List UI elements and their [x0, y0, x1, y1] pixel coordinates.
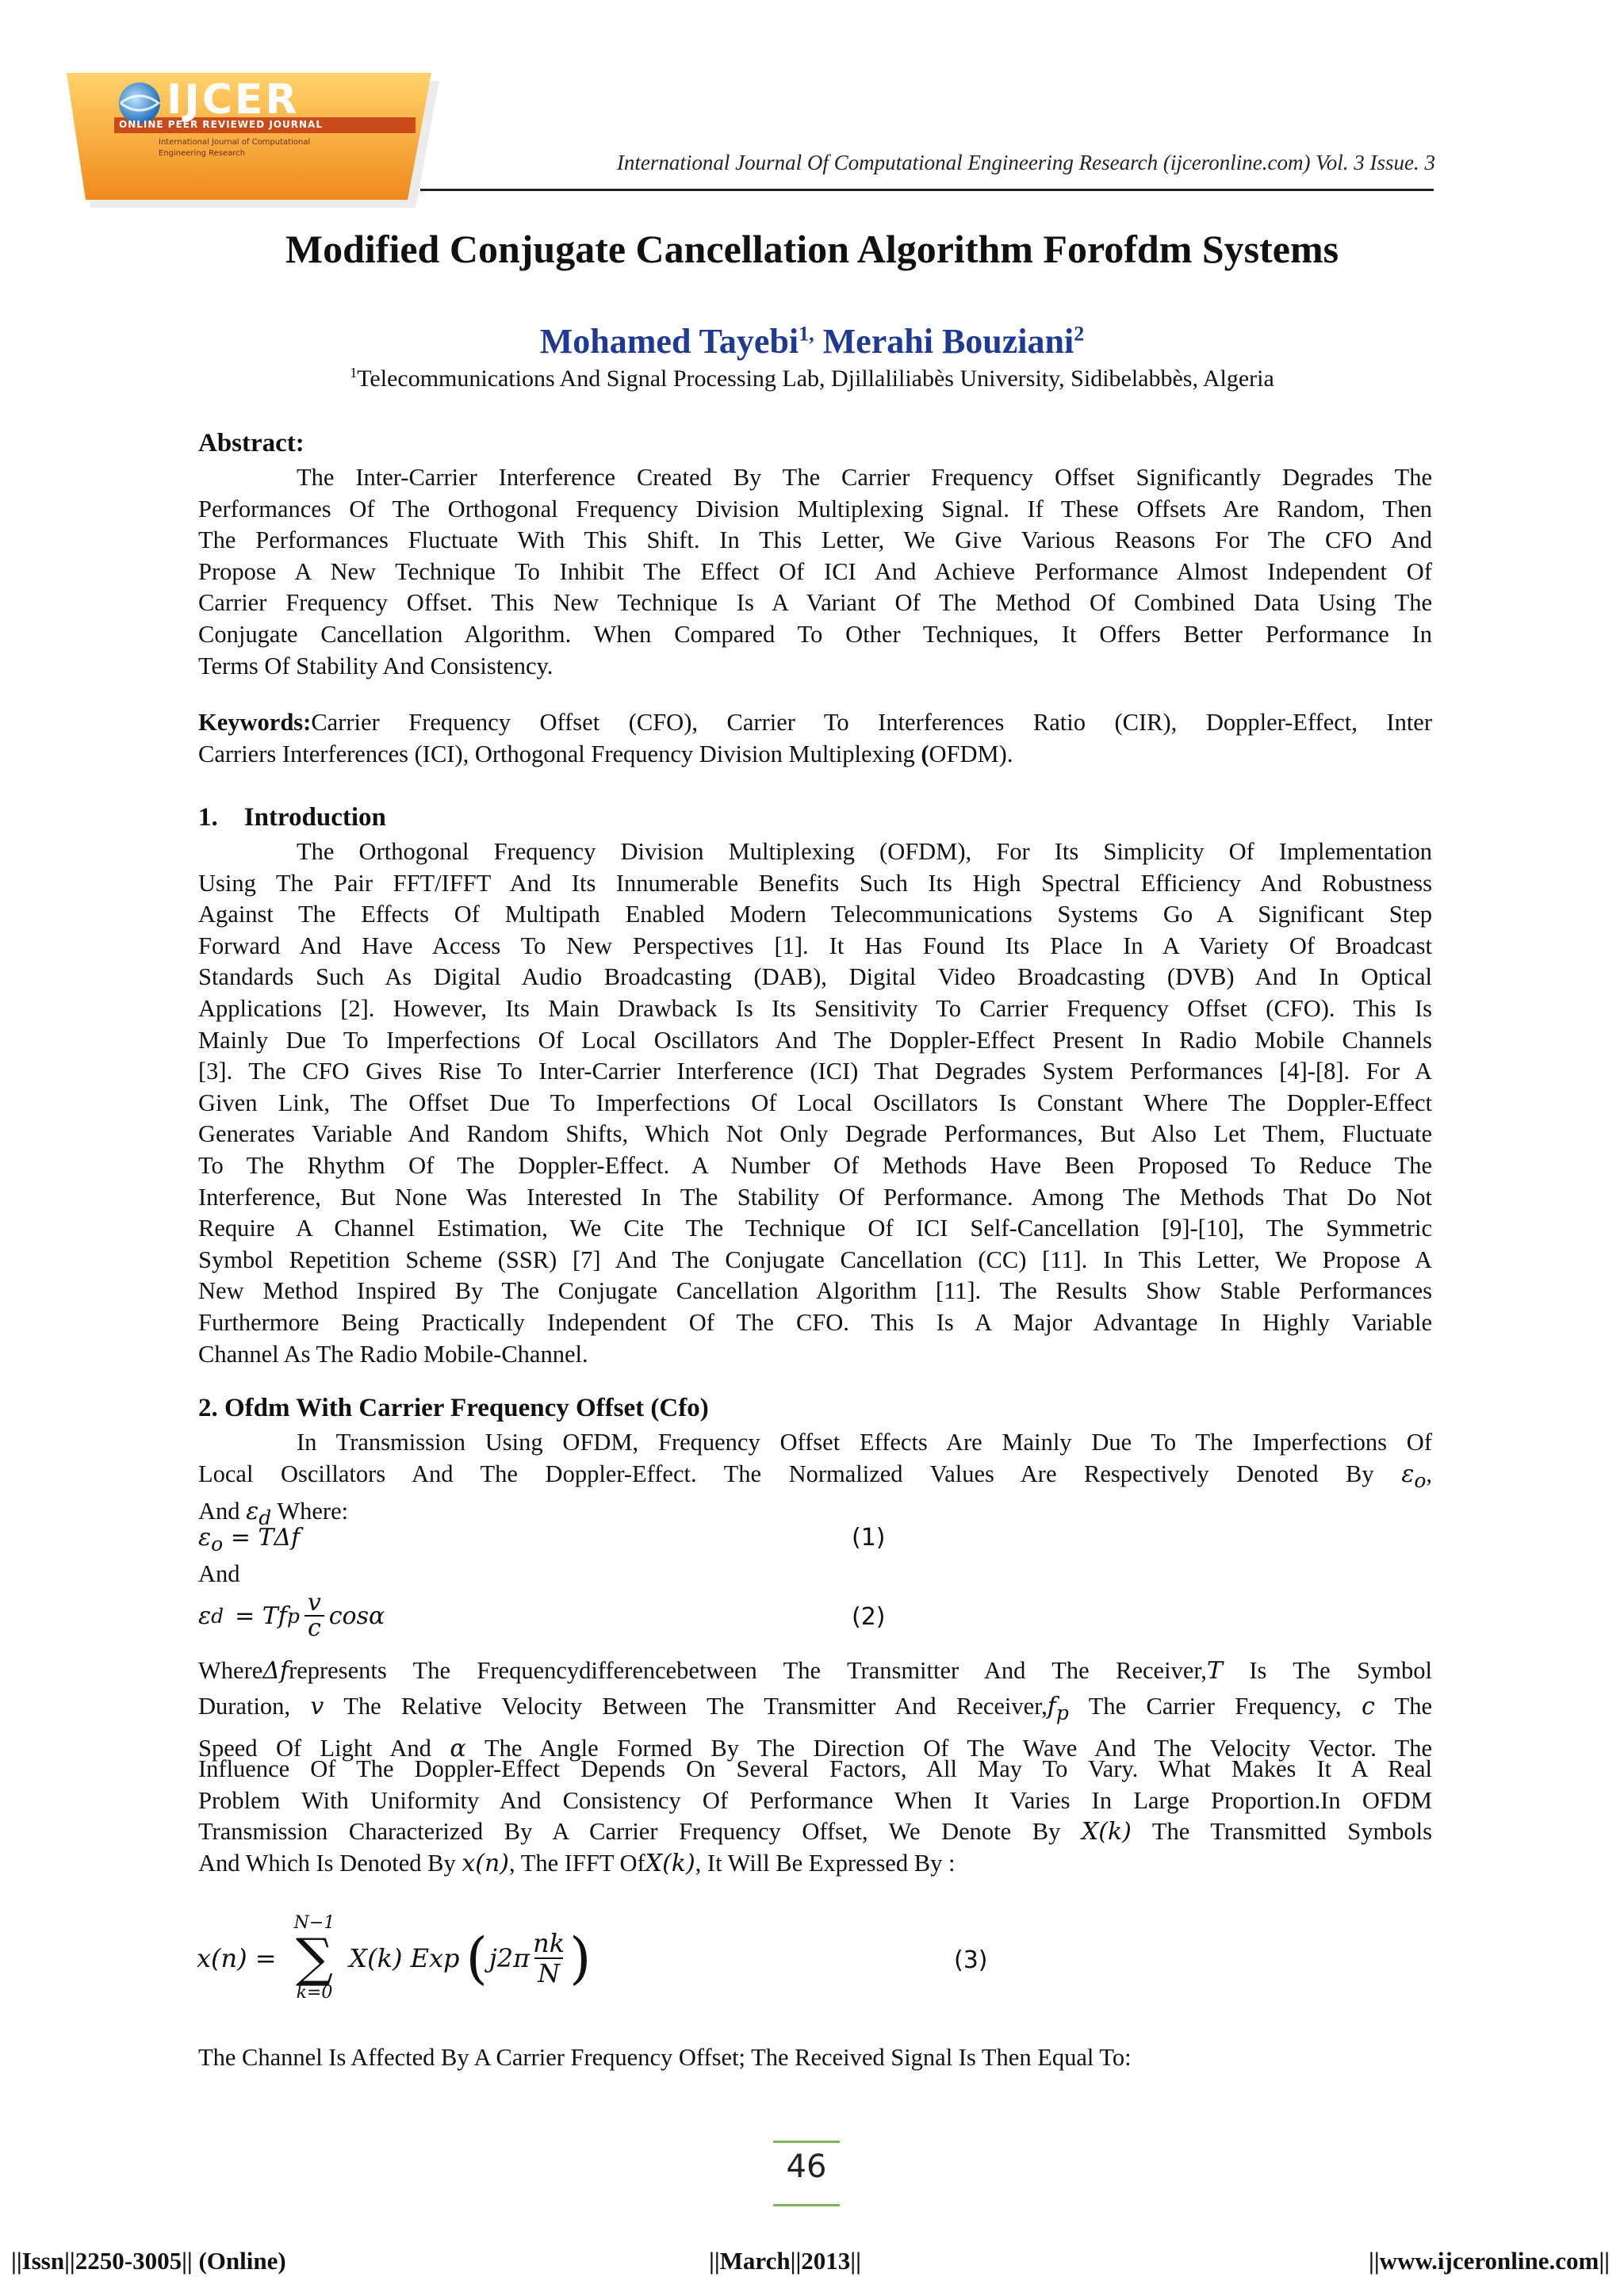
abstract-line: Performances Of The Orthogonal Frequency Division Multiplexing Signal. If These Offsets Are Random, Then	[198, 495, 1432, 522]
section-2-heading: 2. Ofdm With Carrier Frequency Offset (Cfo)	[198, 1394, 709, 1422]
intro-line: Forward And Have Access To New Perspectives [1]. It Has Found Its Place In A Variety Of Broadcast	[198, 932, 1432, 959]
para-2-line: Transmission Characterized By A Carrier Frequency Offset, We Denote By X(k) The Transmitted Symbols	[198, 1818, 1433, 1846]
epsilon-o-symbol: $\varepsilon_o$	[1401, 1460, 1427, 1492]
intro-line: Channel As The Radio Mobile-Channel.	[198, 1340, 588, 1368]
logo-text: IJCER	[167, 76, 300, 124]
equation-2-fraction: v c	[304, 1591, 324, 1640]
fp-symbol: $f_p$	[1047, 1693, 1069, 1724]
equation-1: $\varepsilon_o = T\Delta f$	[198, 1524, 301, 1556]
intro-line: Symbol Repetition Scheme (SSR) [7] And The Conjugate Cancellation (CC) [11]. In This Letter, We Propose A	[198, 1246, 1432, 1273]
logo-subtitle-1: International Journal of Computational	[159, 138, 311, 147]
affiliation	[119, 365, 1505, 392]
section-1-heading: 1. Introduction	[198, 803, 386, 832]
footer-website: ||www.ijceronline.com||	[1369, 2247, 1610, 2275]
author-2: Merahi Bouziani	[822, 322, 1074, 361]
section-2-line: Local Oscillators And The Doppler-Effect. The Normalized Values Are Respectively Denoted By $\varepsilon_o$,	[198, 1460, 1432, 1492]
intro-line: Against The Effects Of Multipath Enabled Modern Telecommunications Systems Go A Significant Step	[198, 901, 1432, 928]
equation-3-number: (3)	[954, 1946, 988, 1974]
abstract-line: The Inter-Carrier Interference Created By The Carrier Frequency Offset Significantly Degrades The	[297, 464, 1432, 491]
x-n-symbol: x(n)	[462, 1849, 509, 1877]
para-2-line: Speed Of Light And α The Angle Formed By The Direction Of The Wave And The Velocity Vector. The	[198, 1735, 1433, 1762]
intro-line: Using The Pair FFT/IFFT And Its Innumerable Benefits Such Its High Spectral Efficiency And Robustness	[198, 869, 1432, 897]
section-1-body	[198, 836, 1432, 1370]
c-symbol: c	[1361, 1693, 1375, 1720]
header-rule	[420, 189, 1434, 191]
affiliation-sup: 1	[350, 365, 358, 381]
author-1: Mohamed Tayebi	[539, 322, 799, 361]
affiliation-text: Telecommunications And Signal Processing Lab, Djillaliliabès University, Sidibelabbès, Algeria	[357, 365, 1274, 392]
paper-title: Modified Conjugate Cancellation Algorithm Forofdm Systems	[285, 227, 1339, 271]
keywords-line-2b: OFDM).	[929, 740, 1013, 767]
epsilon-d-symbol: $\varepsilon_d$	[246, 1498, 272, 1530]
equation-3: x(n) = N−1 ∑ k=0 X(k) Exp ( j2π nk N )	[197, 1913, 592, 2003]
abstract-line: The Performances Fluctuate With This Shift. In This Letter, We Give Various Reasons For The CFO And	[198, 526, 1432, 554]
section-2-line: In Transmission Using OFDM, Frequency Offset Effects Are Mainly Due To The Imperfections Of	[297, 1429, 1432, 1456]
intro-line: Given Link, The Offset Due To Imperfections Of Local Oscillators Is Constant Where The Doppler-Effect	[198, 1089, 1432, 1116]
abstract-heading: Abstract:	[198, 429, 304, 457]
equation-1-number: (1)	[852, 1524, 886, 1552]
intro-line: [3]. The CFO Gives Rise To Inter-Carrier Interference (ICI) That Degrades System Performances [4]-[8]. For A	[198, 1058, 1432, 1085]
authors	[119, 321, 1505, 362]
abstract-body	[198, 462, 1432, 682]
para-2-line: Duration, v The Relative Velocity Between The Transmitter And $Receiver,f_p$ The Carrier Frequency, c The	[198, 1693, 1433, 1724]
logo-subtitle-2: Engineering Research	[159, 149, 246, 158]
abstract-line: Conjugate Cancellation Algorithm. When Compared To Other Techniques, It Offers Better Performance In	[198, 620, 1432, 648]
X-k-symbol: X(k)	[1081, 1818, 1132, 1846]
section-2-closing: The Channel Is Affected By A Carrier Frequency Offset; The Received Signal Is Then Equal To:	[198, 2044, 1132, 2071]
keywords-label: Keywords:	[198, 709, 312, 736]
equation-3-fraction: nk N	[533, 1928, 565, 1988]
page-number-rule-top	[773, 2141, 840, 2143]
intro-line: Applications [2]. However, Its Main Drawback Is Its Sensitivity To Carrier Frequency Offset (CFO). This Is	[198, 994, 1432, 1022]
equation-2: ε d = Tf p v c cosα	[198, 1589, 385, 1642]
v-symbol: v	[310, 1693, 324, 1720]
author-2-sup: 2	[1074, 322, 1085, 346]
para-2-line: Influence Of The Doppler-Effect Depends On Several Factors, All May To Vary. What Makes It A Real	[198, 1755, 1432, 1782]
journal-header-line: International Journal Of Computational Engineering Research (ijceronline.com) Vol. 3 Issue. 3	[616, 151, 1435, 174]
intro-line: Furthermore Being Practically Independent Of The CFO. This Is A Major Advantage In Highly Variable	[198, 1308, 1432, 1336]
and-label: And	[198, 1560, 240, 1587]
section-2-line: And $\varepsilon_d$ Where:	[198, 1498, 349, 1530]
keywords-line-1: Carrier Frequency Offset (CFO), Carrier To Interferences Ratio (CIR), Doppler-Effect, Inter	[311, 709, 1432, 736]
t-symbol: T	[1206, 1657, 1223, 1685]
footer-issn: ||Issn||2250-3005|| (Online)	[11, 2247, 286, 2275]
page-number: 46	[786, 2149, 827, 2185]
alpha-symbol: α	[450, 1735, 466, 1762]
logo-tagline: ONLINE PEER REVIEWED JOURNAL	[119, 119, 323, 130]
keywords-line-2a: Carriers Interferences (ICI), Orthogonal Frequency Division Multiplexing	[198, 740, 921, 767]
para-2-line: And Which Is Denoted By x(n), The IFFT OfX(k), It Will Be Expressed By :	[198, 1849, 956, 1877]
keywords-paren: (	[921, 740, 929, 767]
equation-2-number: (2)	[852, 1603, 886, 1631]
section-2-para-2	[198, 1653, 1432, 1766]
para-2-line: WhereΔfrepresents The Frequencydifferencebetween The Transmitter And The Receiver,T Is The Symbol	[198, 1657, 1433, 1685]
abstract-line: Propose A New Technique To Inhibit The Effect Of ICI And Achieve Performance Almost Independent Of	[198, 557, 1432, 585]
intro-line: Interference, But None Was Interested In The Stability Of Performance. Among The Methods That Do Not	[198, 1183, 1432, 1211]
section-2-line-2-text: Local Oscillators And The Doppler-Effect. The Normalized Values Are Respectively Denoted By	[198, 1460, 1374, 1487]
abstract-line: Carrier Frequency Offset. This New Technique Is A Variant Of The Method Of Combined Data Using The	[198, 589, 1432, 617]
para-2-line: Problem With Uniformity And Consistency Of Performance When It Varies In Large Proportion.In OFDM	[198, 1786, 1432, 1814]
page-number-rule-bottom	[773, 2204, 840, 2206]
intro-line: Require A Channel Estimation, We Cite The Technique Of ICI Self-Cancellation [9]-[10], The Symmetric	[198, 1215, 1432, 1242]
delta-f-symbol: Δf	[262, 1657, 289, 1685]
section-2-para-2-cont	[198, 1754, 1432, 1879]
intro-line: Generates Variable And Random Shifts, Which Not Only Degrade Performances, But Also Let Them, Fluctuate	[198, 1120, 1432, 1148]
X-k-symbol-2: X(k)	[645, 1849, 695, 1877]
abstract-line: Terms Of Stability And Consistency.	[198, 652, 553, 679]
intro-line: To The Rhythm Of The Doppler-Effect. A Number Of Methods Have Been Proposed To Reduce The	[198, 1151, 1432, 1179]
intro-line: The Orthogonal Frequency Division Multiplexing (OFDM), For Its Simplicity Of Implementation	[297, 838, 1432, 865]
author-1-sup: 1,	[799, 322, 814, 346]
intro-line: New Method Inspired By The Conjugate Cancellation Algorithm [11]. The Results Show Stable Performances	[198, 1277, 1432, 1305]
section-2-intro	[198, 1427, 1432, 1534]
summation: N−1 ∑ k=0	[293, 1913, 335, 2003]
keywords	[198, 707, 1432, 770]
intro-line: Standards Such As Digital Audio Broadcasting (DAB), Digital Video Broadcasting (DVB) And In Optical	[198, 963, 1432, 991]
footer-date: ||March||2013||	[709, 2247, 861, 2275]
intro-line: Mainly Due To Imperfections Of Local Oscillators And The Doppler-Effect Present In Radio Mobile Channels	[198, 1026, 1432, 1054]
